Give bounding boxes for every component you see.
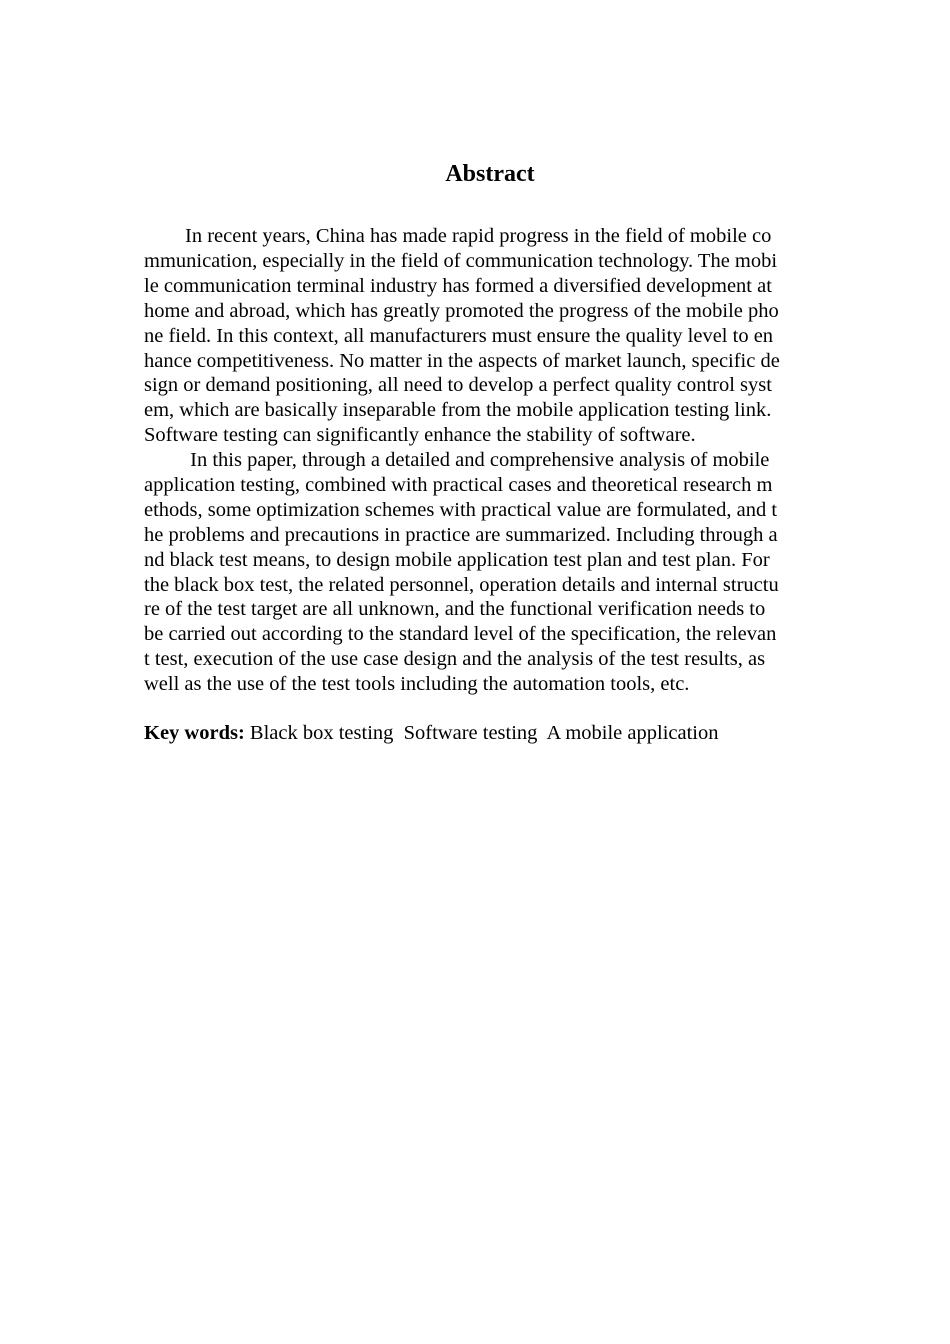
abstract-title: Abstract — [445, 161, 535, 187]
text-line: t test, execution of the use case design and the analysis of the test results, as — [144, 648, 766, 670]
text-line: he problems and precautions in practice are summarized. Including through a — [144, 524, 778, 546]
text-line: nd black test means, to design mobile application test plan and test plan. For — [144, 549, 770, 571]
text-line: ethods, some optimization schemes with practical value are formulated, and t — [144, 499, 778, 521]
text-line: ne field. In this context, all manufacturers must ensure the quality level to en — [144, 325, 774, 347]
text-line: application testing, combined with practical cases and theoretical research m — [144, 474, 773, 496]
text-line: In recent years, China has made rapid progress in the field of mobile co — [144, 225, 772, 247]
text-line: home and abroad, which has greatly promoted the progress of the mobile pho — [144, 300, 779, 322]
text-line: re of the test target are all unknown, and the functional verification needs to — [144, 598, 766, 620]
keywords-label: Key words: — [144, 722, 245, 744]
text-line: mmunication, especially in the field of communication technology. The mobi — [144, 250, 778, 272]
text-line: be carried out according to the standard level of the specification, the relevan — [144, 623, 777, 645]
text-line: hance competitiveness. No matter in the aspects of market launch, specific de — [144, 350, 780, 372]
keywords-text: Black box testing Software testing A mobile application — [244, 722, 719, 744]
text-line: sign or demand positioning, all need to develop a perfect quality control syst — [144, 374, 772, 396]
text-line: the black box test, the related personnel, operation details and internal structu — [144, 574, 779, 596]
keywords-line — [144, 721, 718, 746]
text-line: le communication terminal industry has formed a diversified development at — [144, 275, 772, 297]
text-line: well as the use of the test tools including the automation tools, etc. — [144, 673, 690, 695]
text-line: Software testing can significantly enhance the stability of software. — [144, 424, 696, 446]
text-line: em, which are basically inseparable from the mobile application testing link. — [144, 399, 772, 421]
text-line: In this paper, through a detailed and comprehensive analysis of mobile — [144, 449, 770, 471]
